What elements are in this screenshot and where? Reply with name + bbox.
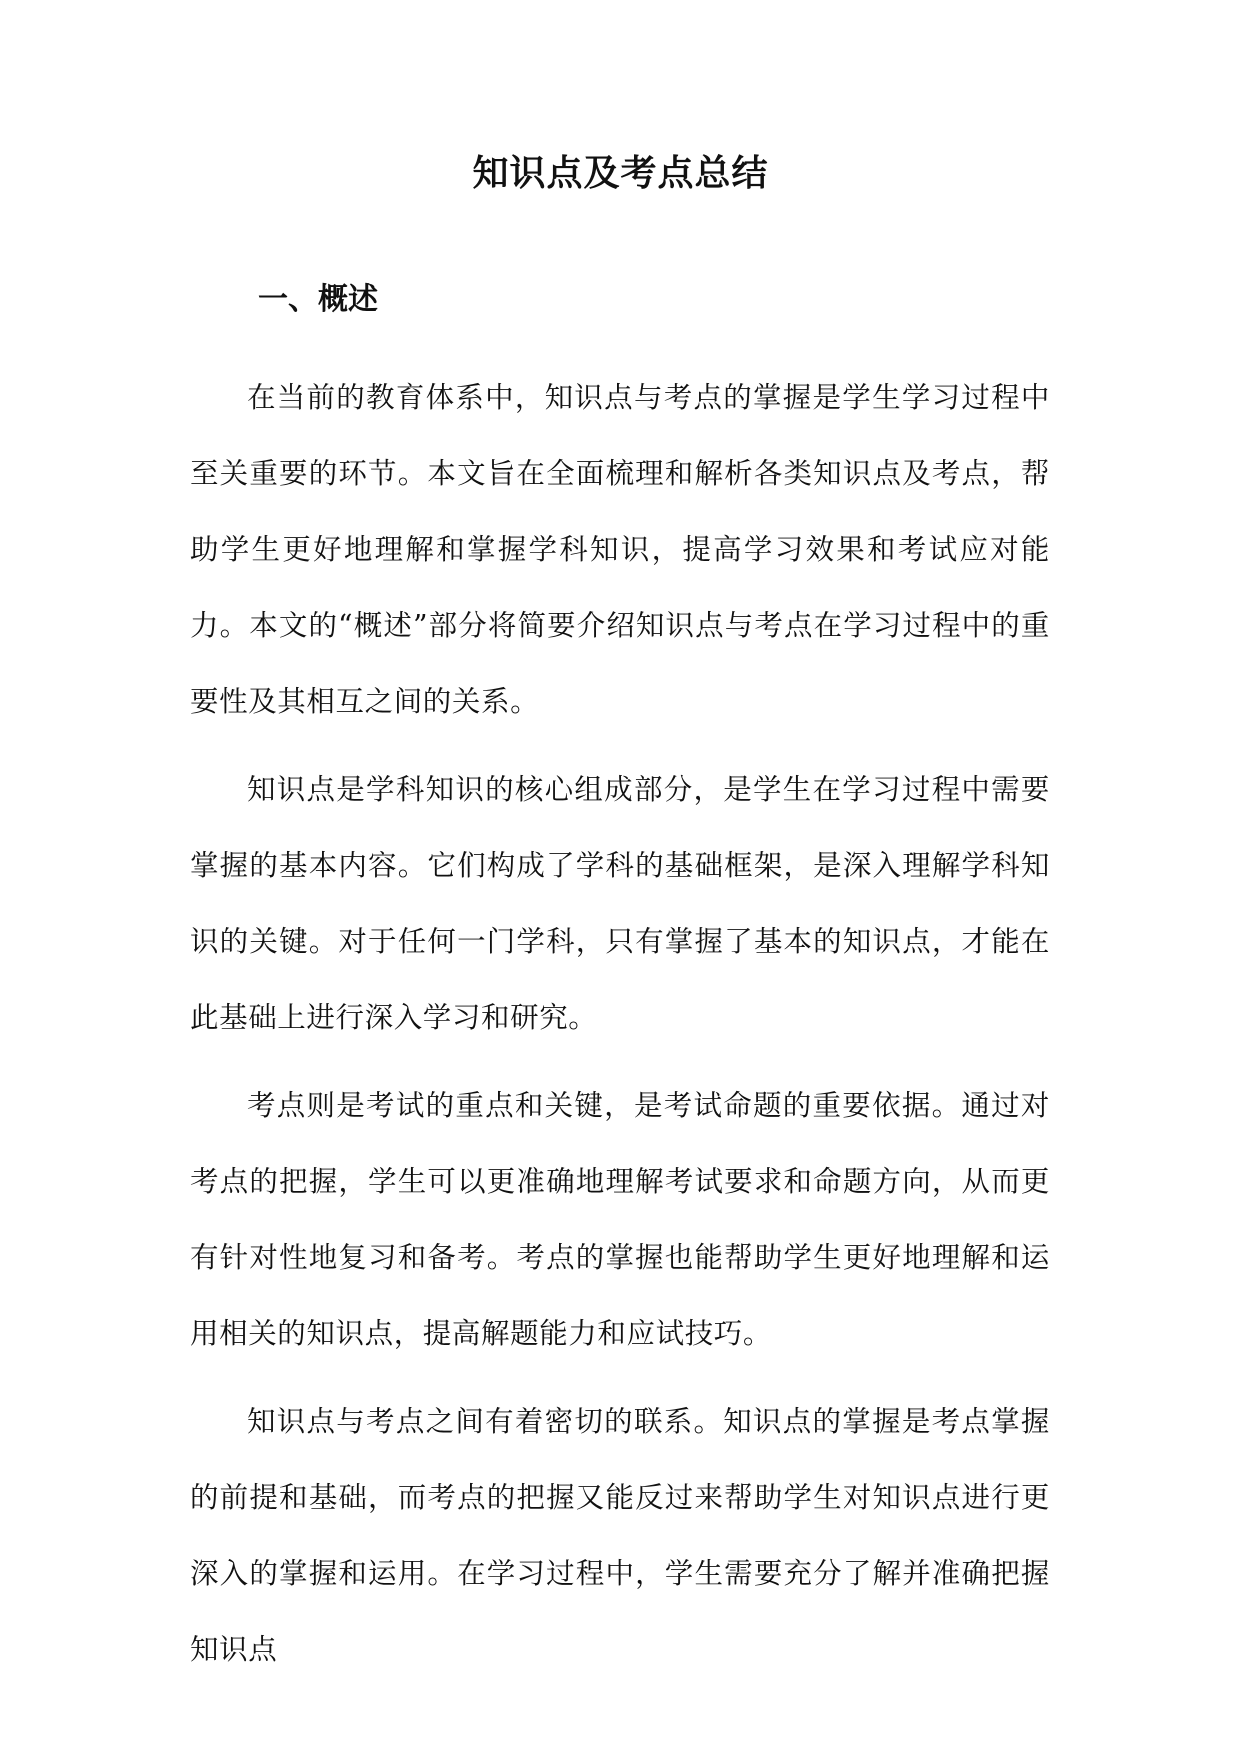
paragraph: 在当前的教育体系中，知识点与考点的掌握是学生学习过程中至关重要的环节。本文旨在全面梳理和解析各类知识点及考点，帮助学生更好地理解和掌握学科知识，提高学习效果和考试应对能力。本文的“概述”部分将简要介绍知识点与考点在学习过程中的重要性及其相互之间的关系。 <box>190 381 1050 718</box>
paragraph: 知识点是学科知识的核心组成部分，是学生在学习过程中需要掌握的基本内容。它们构成了学科的基础框架，是深入理解学科知识的关键。对于任何一门学科，只有掌握了基本的知识点，才能在此基础上进行深入学习和研究。 <box>190 773 1050 1034</box>
document-title: 知识点及考点总结 <box>472 152 769 194</box>
paragraph: 知识点与考点之间有着密切的联系。知识点的掌握是考点掌握的前提和基础，而考点的把握又能反过来帮助学生对知识点进行更深入的掌握和运用。在学习过程中，学生需要充分了解并准确把握知识点 <box>190 1405 1050 1666</box>
document-body <box>190 360 1050 1700</box>
section-heading: 一、概述 <box>258 282 378 317</box>
paragraph: 考点则是考试的重点和关键，是考试命题的重要依据。通过对考点的把握，学生可以更准确地理解考试要求和命题方向，从而更有针对性地复习和备考。考点的掌握也能帮助学生更好地理解和运用相关的知识点，提高解题能力和应试技巧。 <box>190 1089 1050 1350</box>
